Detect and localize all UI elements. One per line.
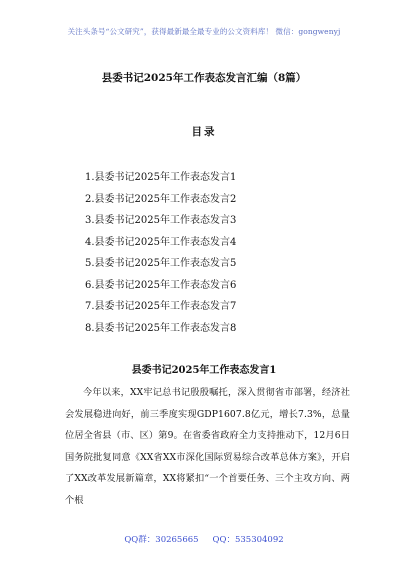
footer-qq-group: QQ群：30265665 bbox=[124, 535, 199, 545]
body-paragraph: 今年以来，XX牢记总书记殷殷嘱托，深入贯彻省市部署，经济社会发展稳进向好，前三季度实现GDP1607.8亿元，增长7.3%，总量位居全省县（市、区）第9。在省委省政府全力支持推动下，12月6日国务院批复同意《XX省XX市深化国际贸易综合改革总体方案》，开启了XX改革发展新篇章，XX将紧扣“一个首要任务、三个主攻方向、两个根 bbox=[65, 387, 350, 506]
toc-item[interactable]: 6.县委书记2025年工作表态发言6 bbox=[85, 279, 237, 291]
toc-item[interactable]: 4.县委书记2025年工作表态发言4 bbox=[85, 236, 237, 248]
toc-item[interactable]: 2.县委书记2025年工作表态发言2 bbox=[85, 193, 237, 205]
toc-item[interactable]: 7.县委书记2025年工作表态发言7 bbox=[85, 301, 237, 312]
header-banner: 关注头条号“公文研究”，获得最新最全最专业的公文资料库！ 微信：gongwenyj bbox=[67, 27, 341, 36]
toc-item[interactable]: 5.县委书记2025年工作表态发言5 bbox=[85, 258, 237, 269]
document-title: 县委书记2025年工作表态发言汇编（8篇） bbox=[101, 72, 307, 84]
section-title: 县委书记2025年工作表态发言1 bbox=[131, 365, 277, 376]
footer-qq: QQ：535304092 bbox=[212, 535, 284, 545]
footer-contact bbox=[0, 533, 408, 545]
table-of-contents bbox=[85, 171, 236, 343]
toc-item[interactable]: 3.县委书记2025年工作表态发言3 bbox=[85, 215, 237, 226]
toc-item[interactable]: 8.县委书记2025年工作表态发言8 bbox=[85, 322, 237, 334]
toc-heading: 目录 bbox=[191, 126, 217, 138]
toc-item[interactable]: 1.县委书记2025年工作表态发言1 bbox=[85, 172, 237, 183]
